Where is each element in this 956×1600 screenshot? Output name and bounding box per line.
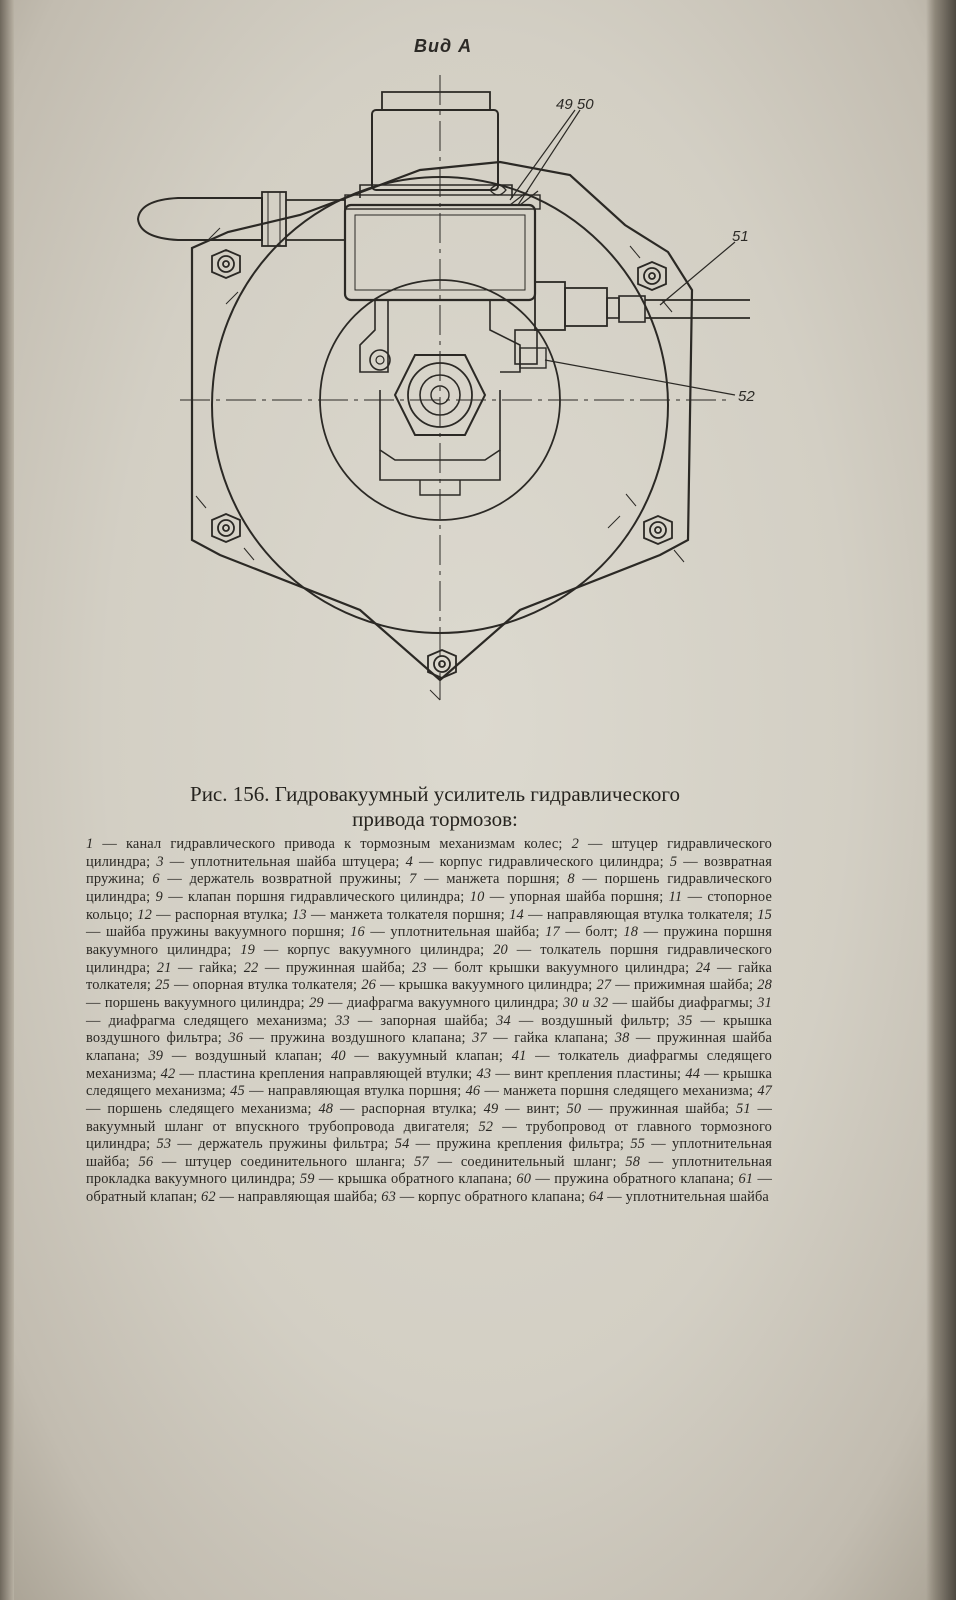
legend-item-text: канал гидравлического привода к тормозным механизмам колес;	[126, 836, 563, 852]
legend-item: 8 — поршень гидравлического цилиндра;	[86, 871, 773, 905]
legend-item: 36 — пружина воздушного клапана;	[228, 1030, 466, 1047]
legend-item-number: 47	[757, 1083, 773, 1100]
legend-item-text: гайка толкателя;	[86, 959, 772, 994]
legend-item: 58 — уплотнительная прокладка вакуумного цилиндра;	[86, 1153, 772, 1188]
legend-item-text: запорная шайба;	[380, 1012, 489, 1029]
legend-item: 4 — корпус гидравлического цилиндра;	[405, 853, 664, 870]
legend-item-number: 26	[361, 977, 377, 994]
caption-line-2: привода тормозов:	[352, 807, 518, 831]
legend-item: 31 — диафрагма следящего механизма;	[86, 994, 772, 1029]
legend-item-text: пружина воздушного клапана;	[270, 1030, 466, 1047]
technical-drawing	[0, 0, 956, 720]
legend-item-number: 12	[137, 906, 152, 923]
legend-item-text: манжета поршня;	[446, 871, 560, 888]
legend-item-text: пружина обратного клапана;	[554, 1171, 735, 1188]
bolt-bottom	[428, 650, 456, 678]
legend-item-text: прижимная шайба;	[633, 977, 754, 994]
legend-item-text: распорная втулка;	[174, 906, 288, 923]
bolt-top-left	[212, 250, 240, 278]
legend-item-number: 2	[571, 836, 579, 852]
legend-item-number: 62	[201, 1189, 216, 1206]
callout-52: 52	[738, 388, 755, 405]
legend-item-number: 36	[228, 1030, 244, 1047]
legend-item-text: пружина поршня вакуумного цилиндра;	[86, 924, 772, 958]
legend-item: 48 — распорная втулка;	[318, 1100, 477, 1117]
legend-item-text: гайка клапана;	[514, 1030, 609, 1047]
legend-item-text: вакуумный шланг от впускного трубопровода двигателя;	[86, 1118, 470, 1135]
legend-item: 27 — прижимная шайба;	[596, 977, 754, 994]
legend-item: 63 — корпус обратного клапана;	[381, 1189, 586, 1206]
legend-item-number: 29	[309, 994, 324, 1011]
legend-item-text: поршень следящего механизма;	[107, 1100, 312, 1117]
legend-item: 37 — гайка клапана;	[472, 1030, 609, 1047]
legend-item: 61 — обратный клапан;	[86, 1171, 772, 1206]
legend-item: 24 — гайка толкателя;	[86, 959, 772, 994]
callout-51: 51	[732, 228, 749, 245]
legend-item-number: 48	[318, 1100, 334, 1117]
brake-booster-view-a	[0, 0, 956, 720]
legend-item-text: воздушный фильтр;	[541, 1012, 670, 1029]
view-label: Вид А	[414, 36, 473, 56]
legend-item-text: крышка обратного клапана;	[337, 1171, 513, 1188]
legend-item-text: уплотнительная прокладка вакуумного цилиндра;	[86, 1153, 772, 1188]
legend-item: 15 — шайба пружины вакуумного поршня;	[86, 906, 772, 941]
legend-item-number: 64	[588, 1189, 604, 1206]
legend-item-number: 41	[511, 1047, 527, 1064]
legend-item-text: диафрагма следящего механизма;	[108, 1012, 328, 1029]
bolt-mid-right	[644, 516, 672, 544]
legend-item: 3 — уплотнительная шайба штуцера;	[156, 853, 400, 870]
legend-item: 53 — держатель пружины фильтра;	[156, 1136, 389, 1153]
legend-item-text: крышка воздушного фильтра;	[86, 1012, 773, 1047]
legend-item: 18 — пружина поршня вакуумного цилиндра;	[86, 924, 772, 958]
legend-item: 1 — канал гидравлического привода к тормозным механизмам колес;	[86, 836, 563, 852]
legend-item: 55 — уплотнительная шайба;	[86, 1136, 773, 1170]
legend-item-text: пружина крепления фильтра;	[436, 1136, 625, 1153]
legend-item-number: 57	[414, 1153, 429, 1170]
legend-item: 59 — крышка обратного клапана;	[299, 1171, 513, 1188]
caption-line-1: Рис. 156. Гидровакуумный усилитель гидравлического	[190, 782, 680, 806]
legend-item: 43 — винт крепления пластины;	[476, 1065, 682, 1082]
legend-item-number: 63	[381, 1189, 396, 1206]
legend-item: 64 — уплотнительная шайба	[588, 1189, 769, 1206]
legend-item-number: 14	[509, 906, 524, 923]
legend-item-number: 35	[677, 1012, 693, 1029]
legend-item-number: 58	[625, 1153, 641, 1170]
legend-item-number: 5	[669, 853, 678, 870]
legend-item: 50 — пружинная шайба;	[566, 1100, 730, 1117]
legend-item-number: 54	[394, 1136, 410, 1153]
legend-item: 5 — возвратная пружина;	[86, 853, 772, 888]
legend-item-text: пружинная шайба;	[286, 959, 406, 976]
legend-item-number: 51	[735, 1100, 751, 1117]
bolt-mid-left	[212, 514, 240, 542]
legend-item: 40 — вакуумный клапан;	[331, 1047, 504, 1064]
legend-item-text: воздушный клапан;	[195, 1047, 323, 1064]
legend-item: 44 — крышка следящего механизма;	[86, 1065, 772, 1100]
legend-item: 41 — толкатель диафрагмы следящего механизма;	[86, 1047, 773, 1082]
legend-item-number: 38	[614, 1030, 630, 1047]
legend-item-number: 18	[623, 924, 639, 941]
legend-item-number: 17	[545, 924, 560, 941]
legend-item: 7 — манжета поршня;	[409, 871, 560, 888]
legend-item-number: 16	[350, 924, 365, 941]
legend-item: 30 и 32 — шайбы диафрагмы;	[563, 994, 753, 1011]
legend-item: 49 — винт;	[483, 1100, 560, 1117]
legend-item-number: 8	[567, 871, 575, 888]
legend-item-text: направляющая втулка толкателя;	[546, 906, 754, 923]
legend-item-number: 43	[476, 1065, 492, 1082]
legend-item-number: 10	[469, 888, 485, 905]
legend-item: 60 — пружина обратного клапана;	[516, 1171, 735, 1188]
legend-item-text: упорная шайба поршня;	[509, 888, 664, 905]
figure-caption	[90, 782, 780, 832]
legend-item-text: уплотнительная шайба штуцера;	[190, 853, 400, 870]
legend-item-number: 28	[757, 977, 772, 994]
legend-item-text: соединительный шланг;	[460, 1153, 617, 1170]
legend-item-text: поршень вакуумного цилиндра;	[104, 994, 305, 1011]
legend-item-number: 53	[156, 1136, 172, 1153]
legend-item: 25 — опорная втулка толкателя;	[155, 977, 358, 994]
legend-item: 12 — распорная втулка;	[137, 906, 288, 923]
legend-item-text: крышка следящего механизма;	[86, 1065, 772, 1100]
legend-item: 56 — штуцер соединительного шланга;	[138, 1153, 406, 1170]
callout-49-50: 49 50	[556, 96, 594, 113]
legend-item: 38 — пружинная шайба клапана;	[86, 1030, 773, 1064]
legend-item-number: 42	[160, 1065, 176, 1082]
legend-item-text: толкатель поршня гидравлического цилиндра;	[86, 941, 773, 976]
legend-item-text: трубопровод от главного тормозного цилиндра;	[86, 1118, 773, 1153]
legend-item-number: 22	[243, 959, 259, 976]
legend-item-text: толкатель диафрагмы следящего механизма;	[86, 1047, 773, 1082]
legend-item-number: 31	[757, 994, 772, 1011]
legend-item-text: винт;	[526, 1100, 560, 1117]
legend-item-number: 20	[493, 941, 508, 958]
legend-item-number: 46	[465, 1083, 481, 1100]
bolt-top-right	[638, 262, 666, 290]
legend-item-text: держатель пружины фильтра;	[198, 1136, 389, 1153]
legend-item: 22 — пружинная шайба;	[243, 959, 406, 976]
legend-item-text: гайка;	[199, 959, 238, 976]
legend-item-number: 25	[155, 977, 170, 994]
legend-item-number: 61	[738, 1171, 754, 1188]
legend-item-text: пружинная шайба;	[609, 1100, 730, 1117]
legend-item: 21 — гайка;	[156, 959, 238, 976]
legend-item: 20 — толкатель поршня гидравлического цилиндра;	[86, 941, 773, 976]
legend-item: 10 — упорная шайба поршня;	[469, 888, 664, 905]
legend-item-text: штуцер соединительного шланга;	[185, 1153, 406, 1170]
legend-item-number: 40	[331, 1047, 346, 1064]
figure-legend	[86, 836, 772, 1207]
legend-item-number: 3	[156, 853, 164, 870]
legend-item-text: пластина крепления направляющей втулки;	[198, 1065, 473, 1082]
legend-item-number: 55	[630, 1136, 646, 1153]
legend-item-number: 52	[478, 1118, 494, 1135]
legend-item-number: 23	[411, 959, 427, 976]
legend-item: 19 — корпус вакуумного цилиндра;	[240, 941, 485, 958]
legend-item-number: 21	[156, 959, 172, 976]
legend-item-number: 9	[155, 888, 163, 905]
legend-item: 11 — стопорное кольцо;	[86, 888, 772, 923]
legend-item: 6 — держатель возвратной пружины;	[152, 871, 402, 888]
legend-item: 62 — направляющая шайба;	[201, 1189, 378, 1206]
legend-item: 39 — воздушный клапан;	[148, 1047, 323, 1064]
legend-item: 23 — болт крышки вакуумного цилиндра;	[411, 959, 690, 976]
legend-item-number: 44	[685, 1065, 701, 1082]
legend-item-number: 24	[695, 959, 711, 976]
legend-item-text: крышка вакуумного цилиндра;	[398, 977, 593, 994]
legend-item-text: уплотнительная шайба	[625, 1189, 769, 1206]
legend-item-text: болт;	[585, 924, 618, 941]
legend-item-text: корпус вакуумного цилиндра;	[287, 941, 485, 958]
legend-item: 9 — клапан поршня гидравлического цилиндра;	[155, 888, 465, 905]
legend-item-text: корпус обратного клапана;	[418, 1189, 586, 1206]
legend-item-text: возвратная пружина;	[86, 853, 772, 888]
legend-item-number: 1	[86, 836, 94, 852]
legend-item: 29 — диафрагма вакуумного цилиндра;	[309, 994, 559, 1011]
legend-item: 46 — манжета поршня следящего механизма;	[465, 1083, 754, 1100]
legend-item-number: 34	[496, 1012, 511, 1029]
legend-item-number: 11	[668, 888, 683, 905]
legend-item-number: 56	[138, 1153, 154, 1170]
legend-item-number: 39	[148, 1047, 164, 1064]
legend-item-text: пружинная шайба клапана;	[86, 1030, 773, 1064]
legend-item: 34 — воздушный фильтр;	[496, 1012, 670, 1029]
legend-item-number: 6	[152, 871, 160, 888]
legend-item-text: диафрагма вакуумного цилиндра;	[346, 994, 559, 1011]
legend-item-number: 19	[240, 941, 255, 958]
legend-item-number: 49	[483, 1100, 499, 1117]
legend-item: 16 — уплотнительная шайба;	[350, 924, 540, 941]
legend-item-text: стопорное кольцо;	[86, 888, 772, 923]
legend-item: 42 — пластина крепления направляющей втулки;	[160, 1065, 473, 1082]
legend-item: 35 — крышка воздушного фильтра;	[86, 1012, 773, 1047]
legend-item-number: 59	[299, 1171, 315, 1188]
legend-item-text: корпус гидравлического цилиндра;	[439, 853, 664, 870]
legend-item: 28 — поршень вакуумного цилиндра;	[86, 977, 772, 1011]
legend-item-text: клапан поршня гидравлического цилиндра;	[188, 888, 465, 905]
legend-item: 33 — запорная шайба;	[335, 1012, 489, 1029]
legend-item: 57 — соединительный шланг;	[414, 1153, 617, 1170]
legend-item-text: держатель возвратной пружины;	[189, 871, 402, 888]
legend-item-text: распорная втулка;	[361, 1100, 477, 1117]
legend-item-text: направляющая шайба;	[237, 1189, 378, 1206]
legend-item-text: направляющая втулка поршня;	[267, 1083, 462, 1100]
legend-item-text: шайбы диафрагмы;	[631, 994, 753, 1011]
legend-item: 2 — штуцер гидравлического цилиндра;	[86, 836, 772, 870]
legend-item-number: 27	[596, 977, 612, 994]
legend-item-number: 13	[292, 906, 307, 923]
legend-item-text: вакуумный клапан;	[377, 1047, 504, 1064]
legend-item: 47 — поршень следящего механизма;	[86, 1083, 773, 1117]
legend-item-text: поршень гидравлического цилиндра;	[86, 871, 773, 905]
legend-item-text: винт крепления пластины;	[514, 1065, 682, 1082]
legend-item: 52 — трубопровод от главного тормозного цилиндра;	[86, 1118, 773, 1153]
legend-item-text: болт крышки вакуумного цилиндра;	[454, 959, 690, 976]
legend-item-text: уплотнительная шайба;	[86, 1136, 773, 1170]
legend-item-text: манжета толкателя поршня;	[329, 906, 505, 923]
legend-item-text: манжета поршня следящего механизма;	[503, 1083, 754, 1100]
legend-item-number: 50	[566, 1100, 582, 1117]
legend-item: 17 — болт;	[545, 924, 618, 941]
legend-item-text: обратный клапан;	[86, 1189, 198, 1206]
legend-item-number: 15	[757, 906, 772, 923]
legend-item: 13 — манжета толкателя поршня;	[292, 906, 505, 923]
legend-item: 14 — направляющая втулка толкателя;	[509, 906, 754, 923]
legend-item-number: 33	[335, 1012, 350, 1029]
legend-item: 51 — вакуумный шланг от впускного трубопровода двигателя;	[86, 1100, 773, 1135]
legend-item-number: 60	[516, 1171, 532, 1188]
legend-item: 45 — направляющая втулка поршня;	[230, 1083, 462, 1100]
legend-item: 54 — пружина крепления фильтра;	[394, 1136, 625, 1153]
legend-item-text: уплотнительная шайба;	[390, 924, 540, 941]
legend-item-number: 37	[472, 1030, 487, 1047]
legend-item: 26 — крышка вакуумного цилиндра;	[361, 977, 593, 994]
legend-item-number: 45	[230, 1083, 245, 1100]
legend-item-number: 4	[405, 853, 413, 870]
legend-item-text: опорная втулка толкателя;	[192, 977, 358, 994]
legend-item-number: 7	[409, 871, 417, 888]
legend-item-number: 30 и 32	[563, 994, 609, 1011]
legend-item-text: шайба пружины вакуумного поршня;	[106, 924, 345, 941]
legend-item-text: штуцер гидравлического цилиндра;	[86, 836, 772, 870]
